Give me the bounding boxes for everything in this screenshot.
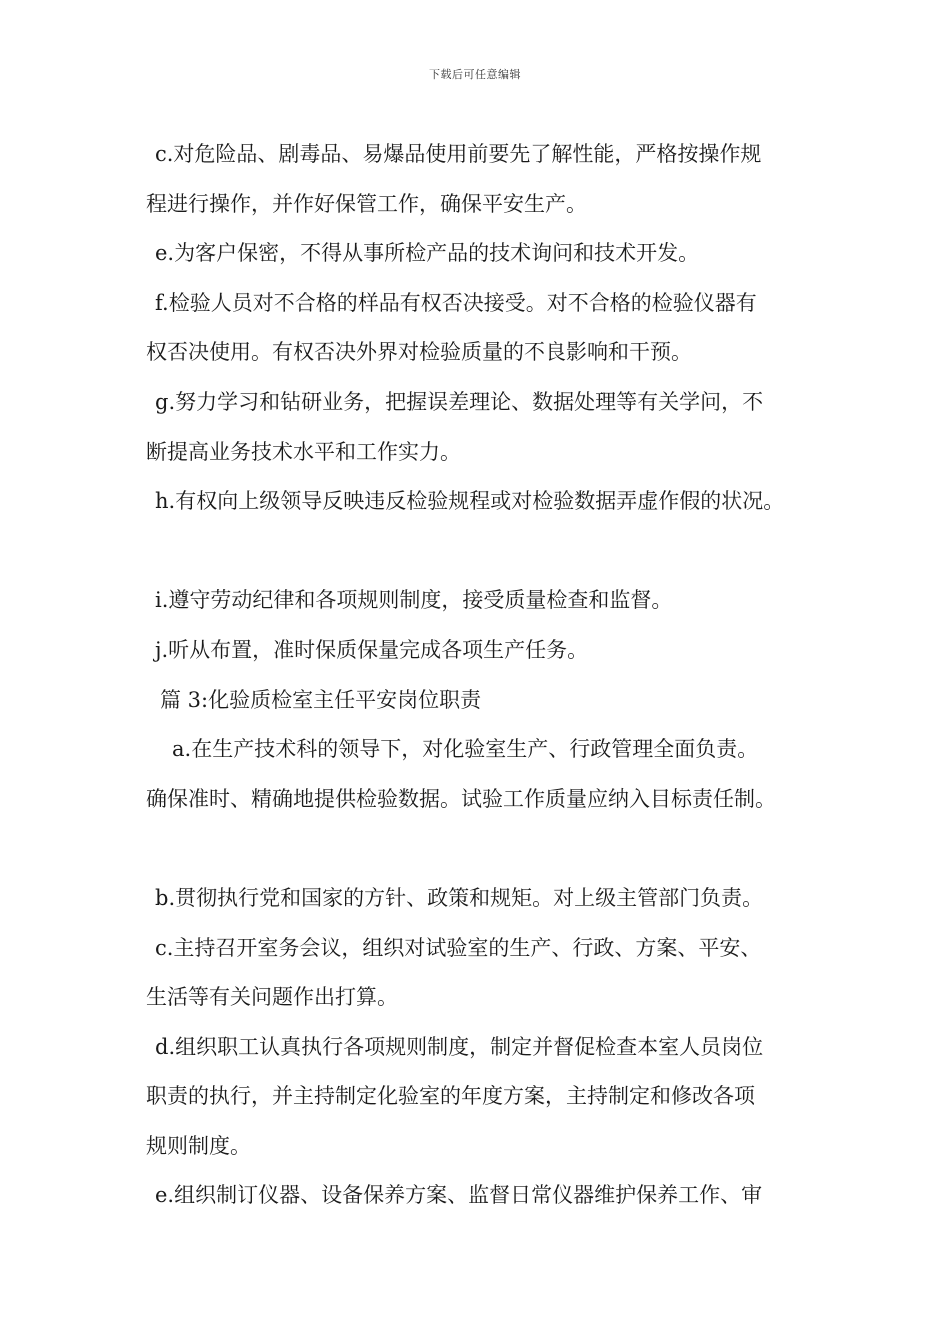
paragraph-line: 断提高业务技术水平和工作实力。 — [146, 439, 461, 464]
paragraph-line: d.组织职工认真执行各项规则制度，制定并督促检查本室人员岗位 — [155, 1034, 764, 1059]
blank-line — [146, 527, 826, 577]
paragraph-line: a.在生产技术科的领导下，对化验室生产、行政管理全面负责。 — [172, 737, 759, 762]
paragraph-line: b.贯彻执行党和国家的方针、政策和规矩。对上级主管部门负责。 — [155, 885, 764, 910]
paragraph-line: 权否决使用。有权否决外界对检验质量的不良影响和干预。 — [146, 340, 692, 365]
page-header: 下载后可任意编辑 — [429, 68, 521, 81]
paragraph-line: 生活等有关问题作出打算。 — [146, 985, 398, 1010]
paragraph-line: c.对危险品、剧毒品、易爆品使用前要先了解性能，严格按操作规 — [155, 142, 762, 166]
paragraph-line: 程进行操作，并作好保管工作，确保平安生产。 — [146, 191, 587, 216]
section-heading: 篇 3:化验质检室主任平安岗位职责 — [160, 687, 482, 712]
blank-line — [146, 824, 826, 874]
paragraph-line: j.听从布置，准时保质保量完成各项生产任务。 — [155, 637, 589, 662]
paragraph-line: 规则制度。 — [146, 1133, 251, 1158]
paragraph-line: f.检验人员对不合格的样品有权否决接受。对不合格的检验仪器有 — [155, 290, 757, 315]
paragraph-line: g.努力学习和钻研业务，把握误差理论、数据处理等有关学问，不 — [155, 389, 764, 414]
paragraph-line: 职责的执行，并主持制定化验室的年度方案，主持制定和修改各项 — [146, 1084, 755, 1109]
paragraph-line: i.遵守劳动纪律和各项规则制度，接受质量检查和监督。 — [155, 588, 673, 613]
paragraph-line: e.组织制订仪器、设备保养方案、监督日常仪器维护保养工作、审 — [155, 1183, 763, 1208]
paragraph-line: e.为客户保密，不得从事所检产品的技术询问和技术开发。 — [155, 241, 700, 266]
paragraph-line: h.有权向上级领导反映违反检验规程或对检验数据弄虚作假的状况。 — [155, 489, 785, 514]
paragraph-line: 确保准时、精确地提供检验数据。试验工作质量应纳入目标责任制。 — [146, 786, 776, 811]
paragraph-line: c.主持召开室务会议，组织对试验室的生产、行政、方案、平安、 — [155, 935, 762, 960]
document-body — [146, 130, 826, 1221]
